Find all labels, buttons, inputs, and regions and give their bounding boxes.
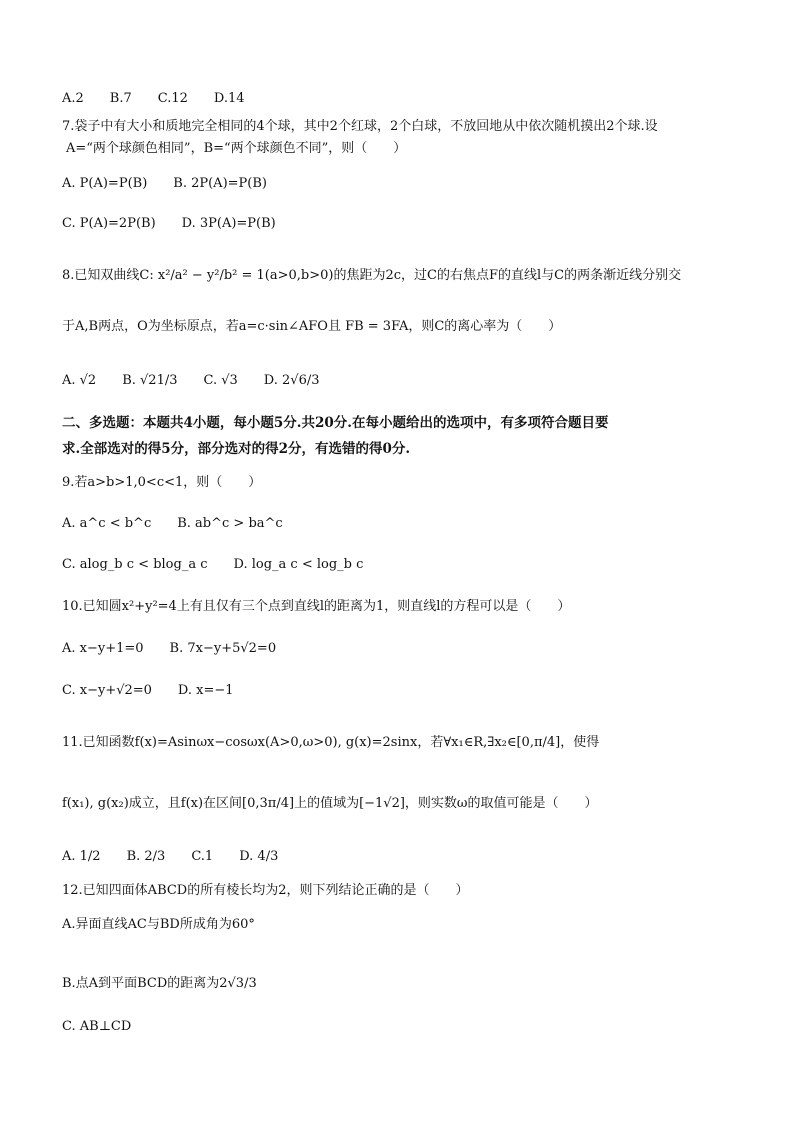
- text-line: 11.已知函数f(x)=Asinωx−cosωx(A>0,ω>0), g(x)=2sinx，若∀x₁∈R,∃x₂∈[0,π/4]，使得: [62, 735, 600, 750]
- text-line: A. 1/2 B. 2/3 C.1 D. 4/3: [62, 849, 279, 864]
- text-line: 二、多选题：本题共4小题，每小题5分.共20分.在每小题给出的选项中，有多项符合题目要: [62, 415, 609, 431]
- text-line: f(x₁), g(x₂)成立，且f(x)在区间[0,3π/4]上的值域为[−1√2]，则实数ω的取值可能是（ ）: [62, 796, 598, 811]
- text-line: A. P(A)=P(B) B. 2P(A)=P(B): [62, 176, 267, 191]
- text-line: A. √2 B. √21/3 C. √3 D. 2√6/3: [62, 373, 320, 388]
- text-line: A=“两个球颜色相同”，B=“两个球颜色不同”，则（ ）: [66, 141, 407, 156]
- text-line: 于A,B两点，O为坐标原点，若a=c·sin∠AFO且 FB = 3FA，则C的离心率为（ ）: [62, 319, 562, 334]
- text-line: A.异面直线AC与BD所成角为60°: [62, 917, 255, 932]
- text-line: 12.已知四面体ABCD的所有棱长均为2，则下列结论正确的是（ ）: [62, 883, 469, 898]
- text-line: 7.袋子中有大小和质地完全相同的4个球，其中2个红球，2个白球，不放回地从中依次随机摸出2个球.设: [62, 119, 658, 134]
- text-line: A. x−y+1=0 B. 7x−y+5√2=0: [62, 641, 277, 656]
- text-line: C. alog_b c < blog_a c D. log_a c < log_b c: [62, 557, 364, 572]
- text-line: 8.已知双曲线C: x²/a² − y²/b² = 1(a>0,b>0)的焦距为2c，过C的右焦点F的直线l与C的两条渐近线分别交: [62, 268, 682, 283]
- text-line: C. P(A)=2P(B) D. 3P(A)=P(B): [62, 216, 276, 231]
- text-line: C. x−y+√2=0 D. x=−1: [62, 683, 234, 698]
- text-line: B.点A到平面BCD的距离为2√3/3: [62, 976, 257, 991]
- text-line: A.2 B.7 C.12 D.14: [62, 91, 245, 106]
- text-line: 10.已知圆x²+y²=4上有且仅有三个点到直线l的距离为1，则直线l的方程可以是（ ）: [62, 599, 571, 614]
- text-line: A. a^c < b^c B. ab^c > ba^c: [62, 516, 283, 531]
- text-line: C. AB⊥CD: [62, 1019, 132, 1034]
- text-line: 9.若a>b>1,0<c<1，则（ ）: [62, 475, 262, 490]
- text-line: 求.全部选对的得5分，部分选对的得2分，有选错的得0分.: [62, 441, 411, 457]
